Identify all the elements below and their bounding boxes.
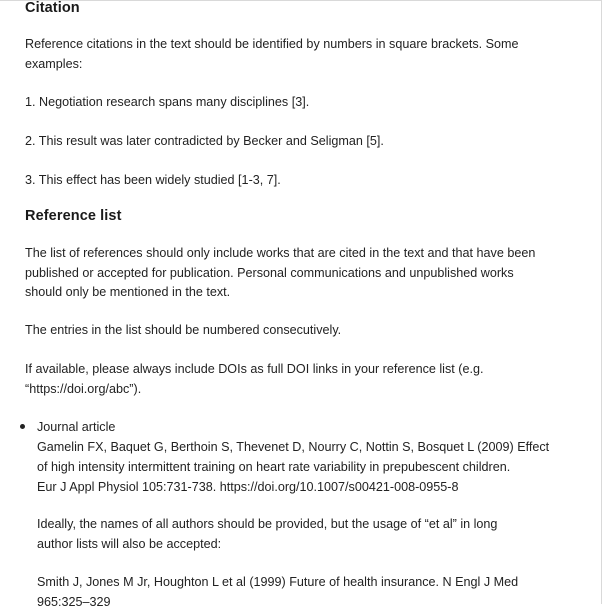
reference-para1-line1: The list of references should only include works that are cited in the text and that have been: [25, 246, 536, 260]
journal-example-line1: Smith J, Jones M Jr, Houghton L et al (1999) Future of health insurance. N Engl J Med: [37, 575, 519, 589]
frame-top-border: [0, 0, 602, 1]
journal-ref-line3: Eur J Appl Physiol 105:731-738. https://doi.org/10.1007/s00421-008-0955-8: [37, 480, 459, 494]
journal-note-line2: author lists will also be accepted:: [37, 537, 222, 551]
citation-example-3: 3. This effect has been widely studied [1-3, 7].: [25, 173, 281, 187]
bullet-dot: [20, 424, 25, 429]
reference-para3-line2: “https://doi.org/abc”).: [25, 382, 142, 396]
reference-para2: The entries in the list should be numbered consecutively.: [25, 323, 342, 337]
journal-note-line1: Ideally, the names of all authors should be provided, but the usage of “et al” in long: [37, 517, 498, 531]
reference-para1-line3: should only be mentioned in the text.: [25, 285, 231, 299]
journal-ref-line1: Gamelin FX, Baquet G, Berthoin S, Thevenet D, Nourry C, Nottin S, Bosquet L (2009) Effect: [37, 440, 550, 454]
citation-intro-line2: examples:: [25, 57, 83, 71]
reference-para1-line2: published or accepted for publication. Personal communications and unpublished works: [25, 266, 514, 280]
journal-article-label: Journal article: [37, 420, 116, 434]
citation-example-2: 2. This result was later contradicted by Becker and Seligman [5].: [25, 134, 384, 148]
citation-example-1: 1. Negotiation research spans many disciplines [3].: [25, 95, 310, 109]
journal-ref-line2: of high intensity intermittent training on heart rate variability in prepubescent children.: [37, 460, 511, 474]
reference-list-heading: Reference list: [25, 208, 122, 224]
citation-intro-line1: Reference citations in the text should be identified by numbers in square brackets. Some: [25, 37, 519, 51]
journal-example-line2: 965:325–329: [37, 595, 111, 609]
reference-para3-line1: If available, please always include DOIs as full DOI links in your reference list (e.g.: [25, 362, 484, 376]
citation-heading: Citation: [25, 0, 80, 16]
